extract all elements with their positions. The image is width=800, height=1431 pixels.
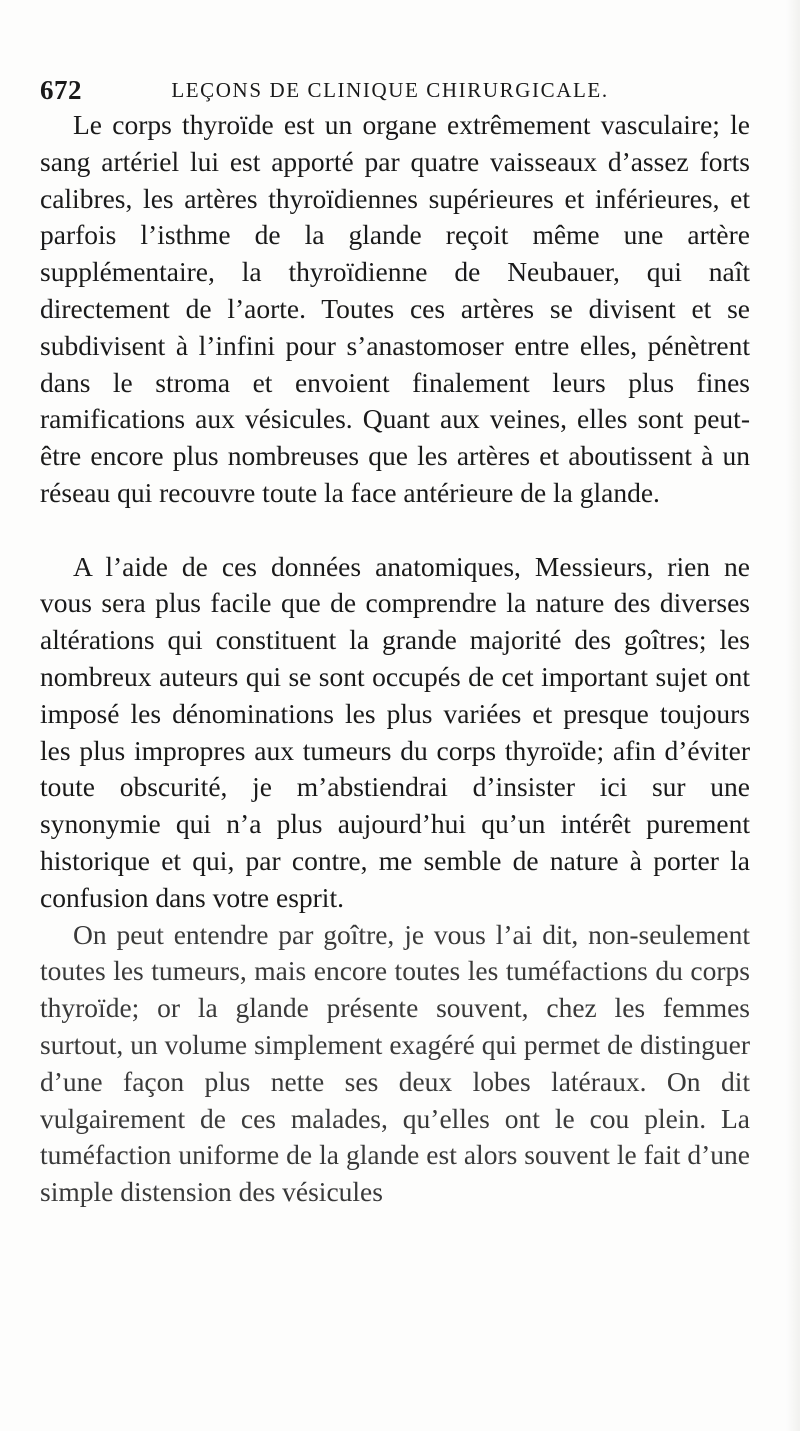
paragraph-goitre-definition: On peut entendre par goître, je vous l’ai dit, non-seulement toutes les tumeurs, mais encore toutes les tuméfactions du corps thyroïde; or la glande présente souvent, chez les femmes surtout, un volume simplement exagéré qui permet de distinguer d’une façon plus nette ses deux lobes latéraux. On dit vulgairement de ces malades, qu’elles ont le cou plein. La tuméfaction uniforme de la glande est alors souvent le fait d’une simple distension des vésicules <box>40 918 750 1208</box>
running-head <box>40 72 680 108</box>
body-text <box>40 107 750 1211</box>
page-edge-shadow <box>786 0 800 1431</box>
paragraph-thyroid-vascular: Le corps thyroïde est un organe extrêmement vasculaire; le sang artériel lui est apporté par quatre vaisseaux d’assez forts calibres, les artères thyroïdiennes supérieures et inférieures, et parfois l’isthme de la glande reçoit même une artère supplémentaire, la thyroïdienne de Neubauer, qui naît directement de l’aorte. Toutes ces artères se divisent et se subdivisent à l’infini pour s’anastomoser entre elles, pénètrent dans le stroma et envoient finalement leurs plus fines ramifications aux vésicules. Quant aux veines, elles sont peut-être encore plus nombreuses que les artères et aboutissent à un réseau qui recouvre toute la face antérieure de la glande. <box>40 109 750 508</box>
running-title: LEÇONS DE CLINIQUE CHIRURGICALE. <box>171 78 609 102</box>
paragraph-goitre-alterations: A l’aide de ces données anatomiques, Messieurs, rien ne vous sera plus facile que de comprendre la nature des diverses altérations qui constituent la grande majorité des goîtres; les nombreux auteurs qui se sont occupés de cet important sujet ont imposé les dénominations les plus variées et presque toujours les plus impropres aux tumeurs du corps thyroïde; afin d’éviter toute obscurité, je m’abstiendrai d’insister ici sur une synonymie qui n’a plus aujourd’hui qu’un intérêt purement historique et qui, par contre, me semble de nature à porter la confusion dans votre esprit. <box>40 550 750 913</box>
page-number: 672 <box>40 75 82 105</box>
